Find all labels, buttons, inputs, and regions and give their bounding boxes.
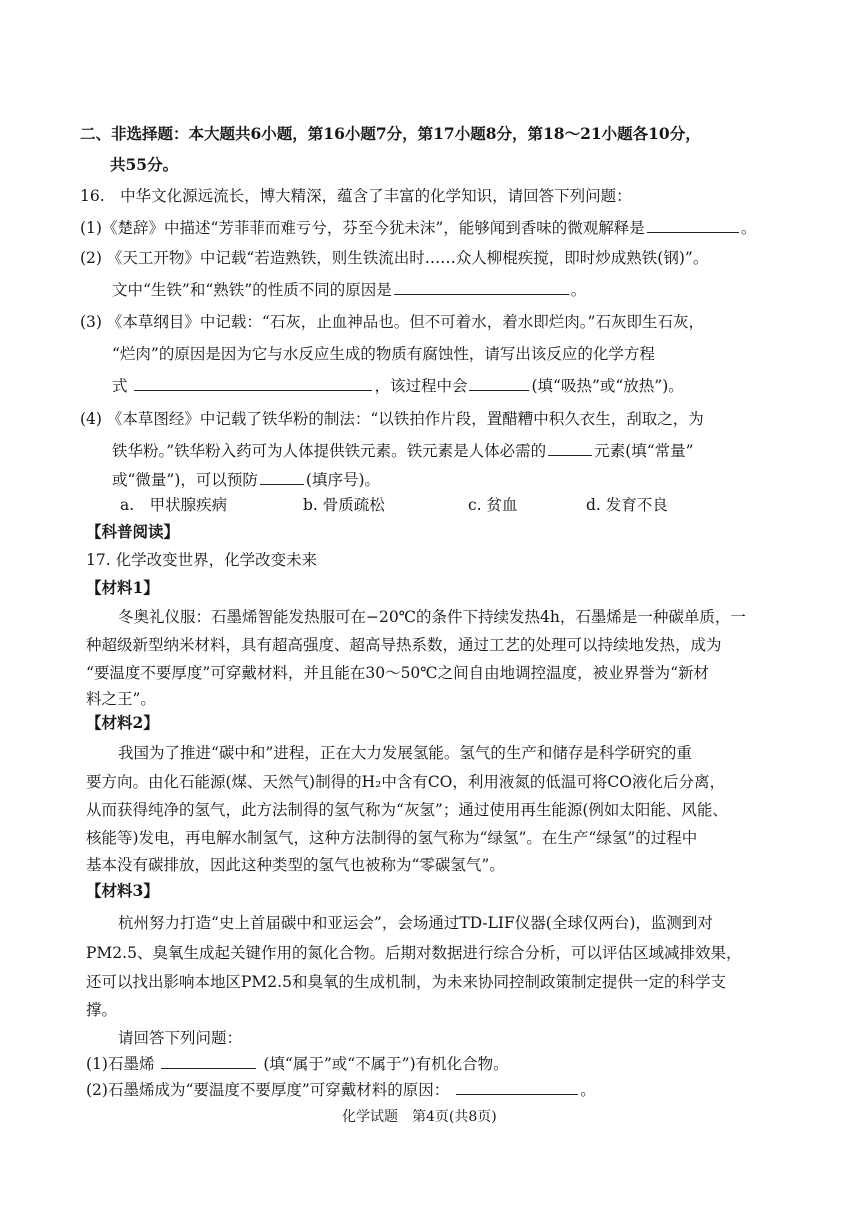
material-1-line: 种超级新型纳米材料，具有超高强度、超高导热系数，通过工艺的处理可以持续地发热，成为 bbox=[86, 636, 722, 654]
q17-part-2 bbox=[86, 1079, 596, 1100]
material-1-line: 料之王”。 bbox=[86, 690, 156, 708]
q16-part-1-text: (1)《楚辞》中描述“芳菲菲而难亏兮，芬至今犹未沫”，能够闻到香味的微观解释是 bbox=[80, 219, 645, 237]
equation-blank[interactable] bbox=[134, 375, 372, 391]
answer-blank[interactable] bbox=[469, 375, 529, 391]
page-footer: 化学试题 第4页(共8页) bbox=[342, 1109, 497, 1125]
option-b: b. 骨质疏松 bbox=[303, 496, 385, 514]
question-17-stem: 17. 化学改变世界，化学改变未来 bbox=[86, 551, 318, 569]
q16-part-2-line2 bbox=[112, 279, 586, 300]
answer-blank[interactable] bbox=[647, 217, 739, 233]
period: 。 bbox=[740, 219, 757, 237]
material-2-line: 核能等)发电，再电解水制氢气，这种方法制得的氢气称为“绿氢”。在生产“绿氢”的过程中 bbox=[86, 829, 698, 847]
material-3-line: 杭州努力打造“史上首届碳中和亚运会”，会场通过TD-LIF仪器(全球仅两台)，监测到对 bbox=[118, 914, 713, 932]
material-2-line: 我国为了推进“碳中和”进程，正在大力发展氢能。氢气的生产和储存是科学研究的重 bbox=[118, 744, 692, 762]
q16-part-1 bbox=[80, 217, 756, 238]
q16-part-2-text: 文中“生铁”和“熟铁”的性质不同的原因是 bbox=[112, 281, 392, 299]
period: 。 bbox=[580, 1081, 596, 1099]
reading-header: 【科普阅读】 bbox=[86, 522, 180, 541]
material-2-line: 基本没有碳排放，因此这种类型的氢气也被称为“零碳氢气”。 bbox=[86, 856, 505, 874]
option-a: a. 甲状腺疾病 bbox=[120, 496, 228, 514]
material-1-title: 【材料1】 bbox=[86, 578, 159, 597]
section-heading-cont: 共55分。 bbox=[110, 155, 179, 174]
q16-part-2-line1: (2) 《天工开物》中记载“若造熟铁，则生铁流出时……众人柳棍疾搅，即时炒成熟铁(钢)”。 bbox=[80, 249, 709, 267]
q16-part-3-c: (填“吸热”或“放热”)。 bbox=[531, 377, 684, 395]
material-2-title: 【材料2】 bbox=[86, 713, 159, 732]
q17-part-2-a: (2)石墨烯成为“要温度不要厚度”可穿戴材料的原因： bbox=[86, 1081, 450, 1099]
question-16-stem: 16. 中华文化源远流长，博大精深，蕴含了丰富的化学知识，请回答下列问题： bbox=[80, 187, 632, 205]
material-2-line: 要方向。由化石能源(煤、天然气)制得的H₂中含有CO，利用液氮的低温可将CO液化后分离， bbox=[86, 773, 725, 791]
material-3-title: 【材料3】 bbox=[86, 881, 159, 900]
q16-part-3-line3 bbox=[112, 375, 684, 396]
q16-part-3-a: 式 bbox=[112, 377, 128, 395]
q16-part-4-b: 元素(填“常量” bbox=[594, 442, 694, 460]
q16-part-4-line3 bbox=[112, 469, 380, 490]
period: 。 bbox=[570, 281, 587, 299]
material-1-line: 冬奥礼仪服：石墨烯智能发热服可在−20℃的条件下持续发热4h，石墨烯是一种碳单质，一 bbox=[118, 608, 746, 626]
material-2-line: 从而获得纯净的氢气，此方法制得的氢气称为“灰氢”；通过使用再生能源(例如太阳能、风能、 bbox=[86, 801, 728, 819]
q17-part-1-b: (填“属于”或“不属于”)有机化合物。 bbox=[263, 1055, 509, 1073]
section-heading: 二、非选择题：本大题共6小题，第16小题7分，第17小题8分，第18～21小题各10分， bbox=[80, 124, 701, 143]
q16-part-4-c: 或“微量”)，可以预防 bbox=[112, 471, 258, 489]
material-3-line: PM2.5、臭氧生成起关键作用的氮化合物。后期对数据进行综合分析，可以评估区域减排效果， bbox=[86, 944, 742, 962]
material-3-line: 撑。 bbox=[86, 1001, 118, 1019]
q17-part-1-a: (1)石墨烯 bbox=[86, 1055, 155, 1073]
q16-part-4-a: 铁华粉。”铁华粉入药可为人体提供铁元素。铁元素是人体必需的 bbox=[112, 442, 547, 460]
answer-blank[interactable] bbox=[456, 1079, 578, 1095]
q16-part-4-d: (填序号)。 bbox=[305, 471, 381, 489]
option-d: d. 发育不良 bbox=[586, 496, 668, 514]
q16-part-3-line2: “烂肉”的原因是因为它与水反应生成的物质有腐蚀性，请写出该反应的化学方程 bbox=[112, 345, 655, 363]
q17-part-1 bbox=[86, 1053, 509, 1074]
sub-question-prompt: 请回答下列问题： bbox=[118, 1029, 243, 1047]
answer-blank[interactable] bbox=[394, 279, 569, 295]
q16-part-4-line1: (4) 《本草图经》中记载了铁华粉的制法：“以铁拍作片段，置醋糟中积久衣生，刮取之，为 bbox=[80, 410, 704, 428]
q16-part-3-b: ，该过程中会 bbox=[374, 377, 468, 395]
answer-blank[interactable] bbox=[161, 1053, 256, 1069]
q16-part-3-line1: (3) 《本草纲目》中记载：“石灰，止血神品也。但不可着水，着水即烂肉。”石灰即生石灰， bbox=[80, 313, 704, 331]
answer-blank[interactable] bbox=[548, 440, 592, 456]
q16-part-4-line2 bbox=[112, 440, 694, 461]
answer-blank[interactable] bbox=[260, 469, 304, 485]
material-3-line: 还可以找出影响本地区PM2.5和臭氧的生成机制，为未来协同控制政策制定提供一定的科学支 bbox=[86, 973, 726, 991]
material-1-line: “要温度不要厚度”可穿戴材料，并且能在30～50℃之间自由地调控温度，被业界誉为“新材 bbox=[86, 664, 710, 682]
option-c: c. 贫血 bbox=[468, 496, 518, 514]
